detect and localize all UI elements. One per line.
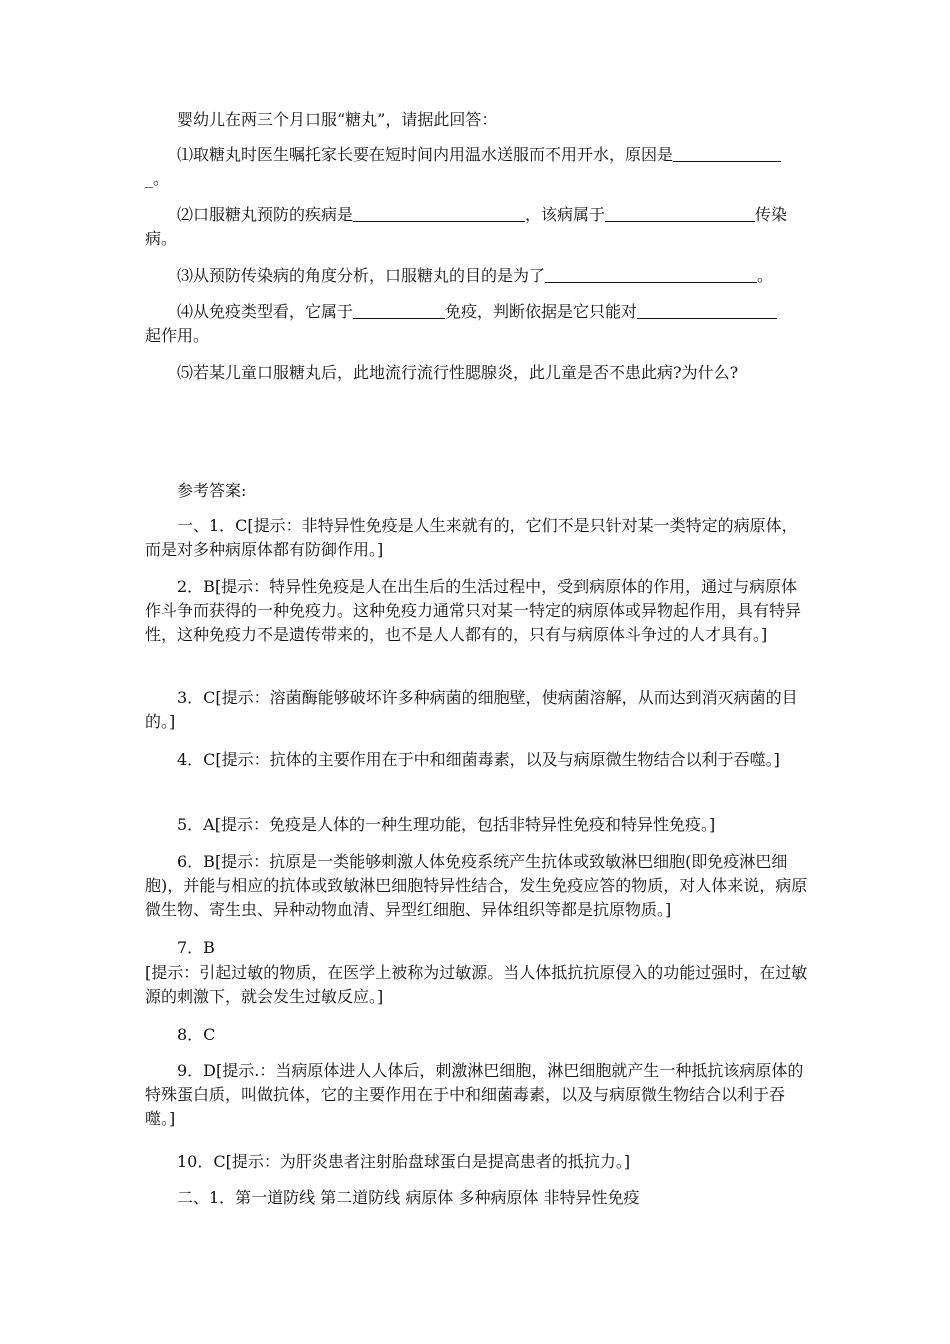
- answer-1-2: 2．B[提示：特异性免疫是人在出生后的生活过程中，受到病原体的作用，通过与病原体作斗争而获得的一种免疫力。这种免疫力通常只对某一特定的病原体或异物起作用，具有特异性，这种免疫力不是遗传带来的，也不是人人都有的，只有与病原体斗争过的人才具有。]: [145, 577, 802, 644]
- answers-heading: 参考答案:: [177, 481, 247, 500]
- q1-text: ⑴取糖丸时医生嘱托家长要在短时间内用温水送服而不用开水，原因是: [177, 145, 674, 164]
- answer-1-10: 10．C[提示：为肝炎患者注射胎盘球蛋白是提高患者的抵抗力。]: [177, 1152, 631, 1171]
- answer-1-9: 9．D[提示.：当病原体进人人体后，刺激淋巴细胞，淋巴细胞就产生一种抵抗该病原体的特殊蛋白质，叫做抗体，它的主要作用在于中和细菌毒素，以及与病原微生物结合以利于吞噬。]: [145, 1061, 804, 1128]
- q1-end: _。: [145, 169, 170, 188]
- q3-blank[interactable]: [545, 266, 757, 283]
- q1-blank[interactable]: [673, 145, 781, 162]
- answer-1-8: 8．C: [177, 1025, 216, 1044]
- q2-blank-1[interactable]: [353, 205, 525, 222]
- q2-text-d: 病。: [145, 229, 178, 248]
- question-2: [145, 203, 810, 251]
- question-4: [145, 300, 810, 348]
- q3-text-a: ⑶从预防传染病的角度分析，口服糖丸的目的是为了: [177, 266, 546, 285]
- q3-text-b: 。: [757, 266, 774, 285]
- q2-text-a: ⑵口服糖丸预防的疾病是: [177, 205, 354, 224]
- answer-1-3: 3．C[提示：溶菌酶能够破坏许多种病菌的细胞壁，使病菌溶解，从而达到消灭病菌的目的。]: [145, 688, 798, 731]
- answer-2-1: 二、1．第一道防线 第二道防线 病原体 多种病原体 非特异性免疫: [177, 1188, 640, 1207]
- answer-1-5: 5．A[提示：免疫是人体的一种生理功能，包括非特异性免疫和特异性免疫。]: [177, 815, 716, 834]
- q4-text-a: ⑷从免疫类型看，它属于: [177, 302, 354, 321]
- question-5: ⑸若某儿童口服糖丸后，此地流行流行性腮腺炎，此儿童是否不患此病?为什么?: [177, 363, 739, 382]
- answer-1-1: 一、1．C[提示：非特异性免疫是人生来就有的，它们不是只针对某一类特定的病原体，而是对多种病原体都有防御作用。]: [145, 516, 798, 559]
- answer-1-6: 6．B[提示：抗原是一类能够刺激人体免疫系统产生抗体或致敏淋巴细胞(即免疫淋巴细胞)，并能与相应的抗体或致敏淋巴细胞特异性结合，发生免疫应答的物质，对人体来说，病原微生物、寄生虫、异种动物血清、异型红细胞、异体组织等都是抗原物质。]: [145, 852, 808, 919]
- q4-blank-2[interactable]: [637, 302, 777, 319]
- q2-text-b: ，该病属于: [525, 205, 606, 224]
- question-intro: 婴幼儿在两三个月口服“糖丸”，请据此回答：: [177, 110, 498, 129]
- answer-1-7-text: [提示：引起过敏的物质，在医学上被称为过敏源。当人体抵抗抗原侵入的功能过强时，在过敏源的刺激下，就会发生过敏反应。]: [145, 963, 808, 1006]
- q4-blank-1[interactable]: [353, 302, 445, 319]
- question-3: [145, 264, 810, 288]
- question-1: [145, 143, 810, 191]
- q2-blank-2[interactable]: [605, 205, 755, 222]
- q2-text-c: 传染: [755, 205, 788, 224]
- answer-1-4: 4．C[提示：抗体的主要作用在于中和细菌毒素，以及与病原微生物结合以利于吞噬。]: [177, 750, 780, 769]
- q4-text-c: 起作用。: [145, 326, 210, 345]
- answer-1-7-number: 7．B: [177, 938, 215, 957]
- q4-text-b: 免疫，判断依据是它只能对: [445, 302, 638, 321]
